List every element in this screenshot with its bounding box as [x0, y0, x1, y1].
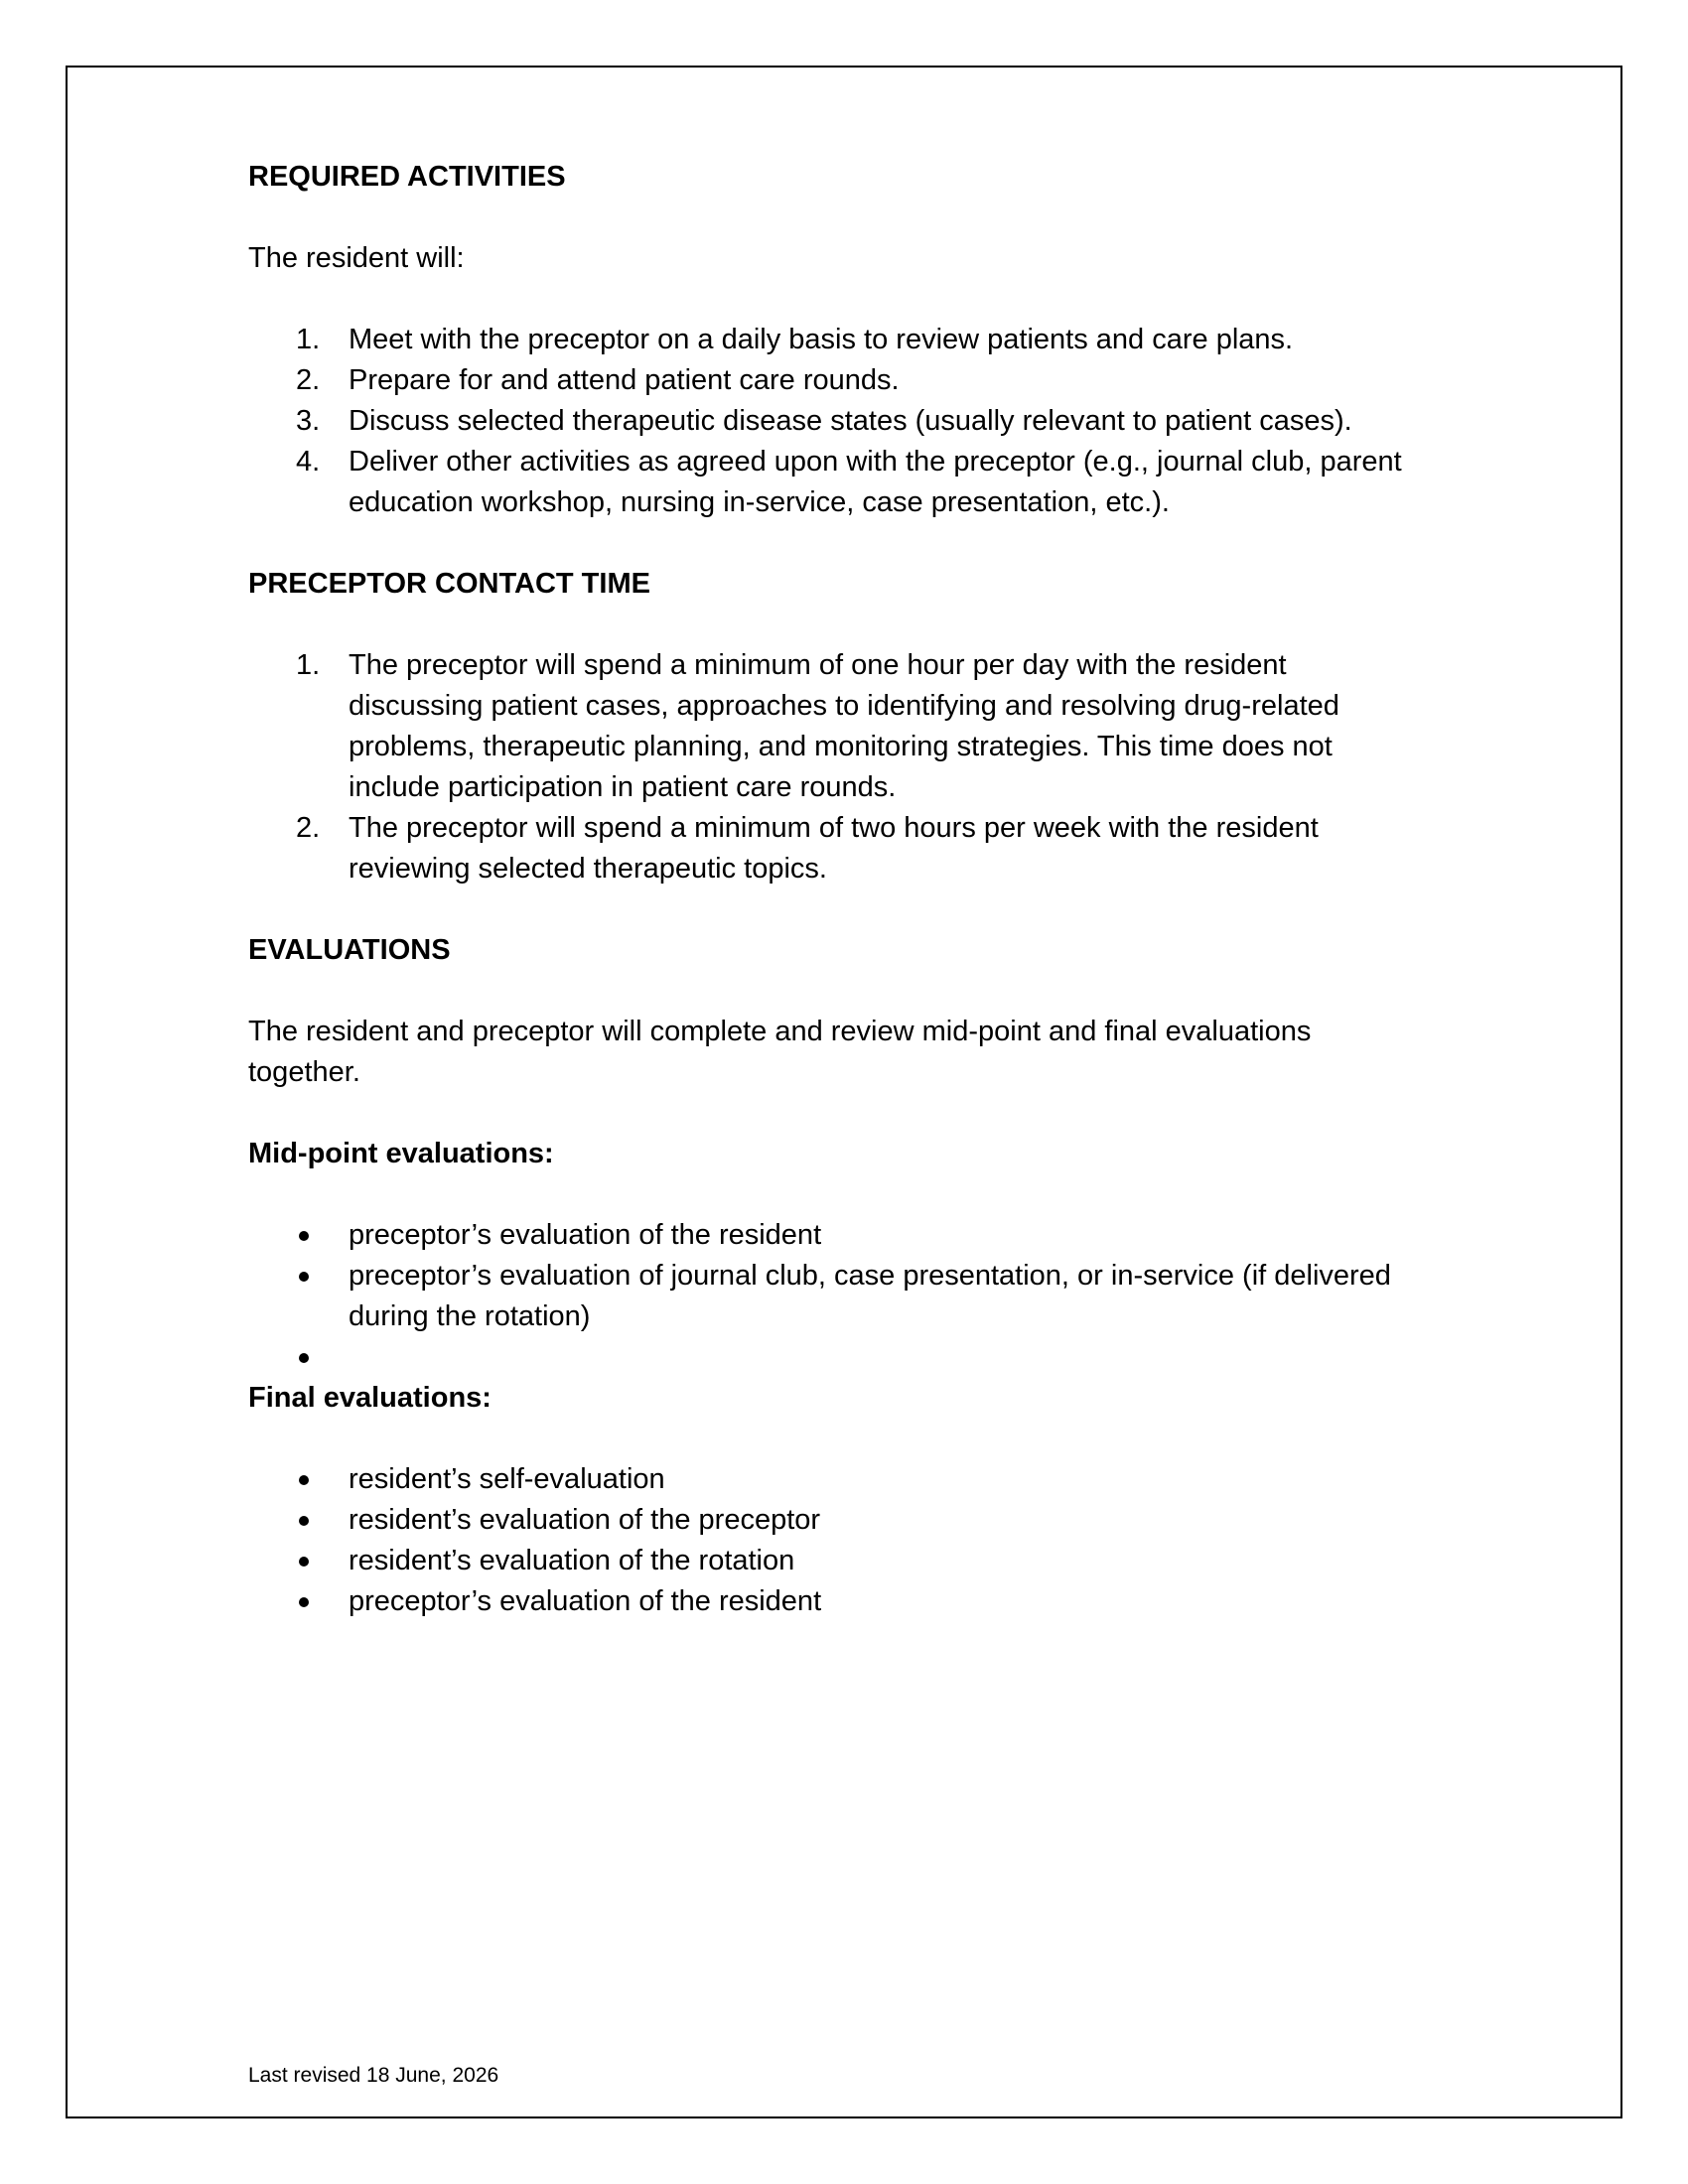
list-item: [248, 1500, 1420, 1541]
list-item-text: preceptor’s evaluation of the resident: [349, 1585, 822, 1617]
list-number: 3.: [296, 405, 321, 437]
list-item-text: The preceptor will spend a minimum of one hour per day with the resident discussing patient cases, approaches to identifying and resolving drug-related problems, therapeutic planning, and monitoring strategies. This time does not include participation in patient care rounds.: [349, 649, 1339, 803]
list-item: [248, 320, 1420, 360]
list-item-text: preceptor’s evaluation of the resident: [349, 1219, 822, 1251]
list-item: [248, 1459, 1420, 1500]
list-item: [248, 1541, 1420, 1581]
bullet-icon: [299, 1272, 309, 1282]
list-item: [248, 1256, 1420, 1337]
list-item-text: Discuss selected therapeutic disease states (usually relevant to patient cases).: [349, 405, 1352, 437]
bullet-icon: [299, 1557, 309, 1567]
preceptor-contact-list: [248, 645, 1420, 889]
final-evaluations-list: [248, 1459, 1420, 1622]
list-item-text: resident’s evaluation of the rotation: [349, 1545, 795, 1576]
list-item: [248, 401, 1420, 442]
list-item: [248, 808, 1420, 889]
list-number: 2.: [296, 812, 321, 844]
bullet-icon: [299, 1231, 309, 1241]
required-activities-intro: The resident will:: [248, 242, 465, 274]
list-item: [248, 1215, 1420, 1256]
required-activities-heading: REQUIRED ACTIVITIES: [248, 161, 566, 193]
list-item: [248, 1581, 1420, 1622]
list-item: [248, 442, 1420, 523]
midpoint-evaluations-label: Mid-point evaluations:: [248, 1138, 554, 1169]
list-item: [248, 360, 1420, 401]
list-number: 1.: [296, 324, 321, 355]
list-number: 1.: [296, 649, 321, 681]
list-item-text: Prepare for and attend patient care rounds.: [349, 364, 900, 396]
last-revised-footer: Last revised 18 June, 2026: [248, 2064, 499, 2087]
list-item: [248, 645, 1420, 808]
list-item-text: Meet with the preceptor on a daily basis to review patients and care plans.: [349, 324, 1294, 355]
midpoint-evaluations-list: [248, 1215, 1420, 1378]
list-number: 4.: [296, 446, 321, 478]
bullet-icon: [299, 1475, 309, 1485]
bullet-icon: [299, 1353, 309, 1363]
list-item: [248, 1337, 1420, 1378]
list-item-text: The preceptor will spend a minimum of two hours per week with the resident reviewing selected therapeutic topics.: [349, 812, 1319, 885]
list-item-text: resident’s evaluation of the preceptor: [349, 1504, 821, 1536]
evaluations-heading: EVALUATIONS: [248, 934, 451, 966]
list-number: 2.: [296, 364, 321, 396]
bullet-icon: [299, 1516, 309, 1526]
preceptor-contact-heading: PRECEPTOR CONTACT TIME: [248, 568, 650, 600]
list-item-text: preceptor’s evaluation of journal club, case presentation, or in-service (if delivered during the rotation): [349, 1260, 1391, 1332]
evaluations-intro: The resident and preceptor will complete and review mid-point and final evaluations together.: [248, 1016, 1312, 1088]
document-body: [248, 157, 1420, 1622]
list-item-text: resident’s self-evaluation: [349, 1463, 665, 1495]
required-activities-list: [248, 320, 1420, 523]
final-evaluations-label: Final evaluations:: [248, 1382, 492, 1414]
bullet-icon: [299, 1597, 309, 1607]
list-item-text: Deliver other activities as agreed upon with the preceptor (e.g., journal club, parent education workshop, nursing in-service, case presentation, etc.).: [349, 446, 1402, 518]
